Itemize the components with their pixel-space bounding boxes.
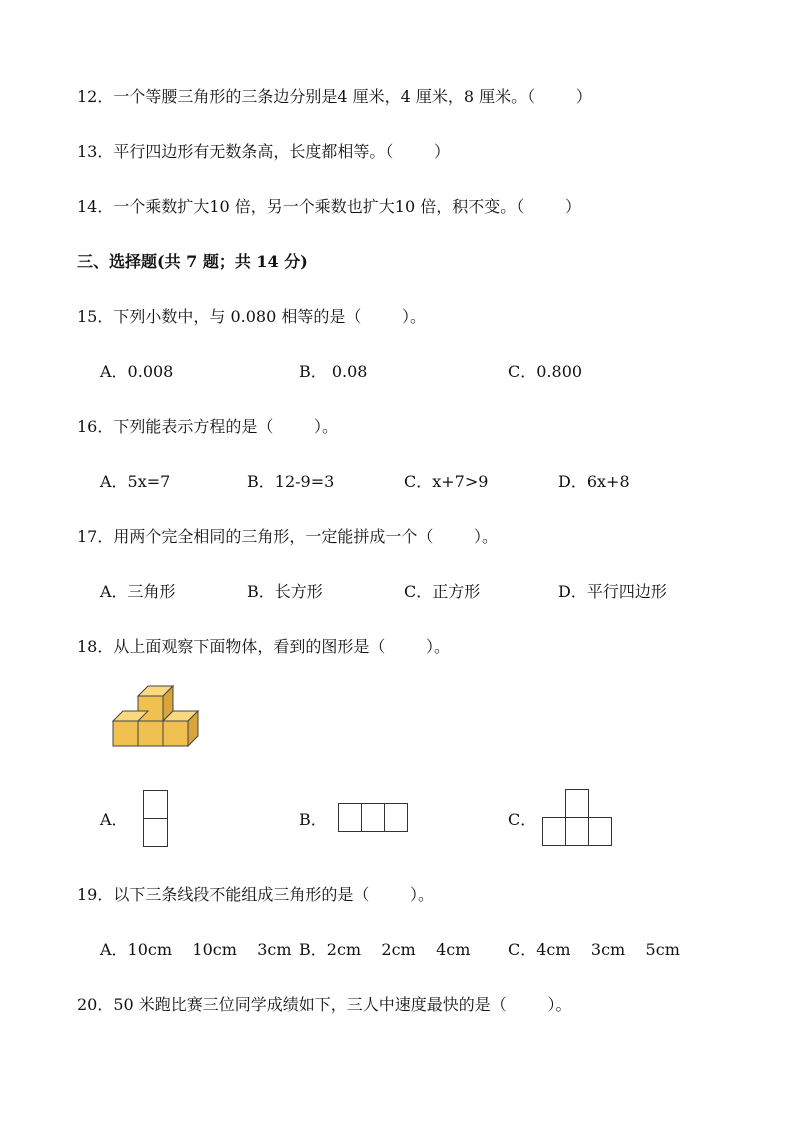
question-14: 14．一个乘数扩大10 倍，另一个乘数也扩大10 倍，积不变。（ ）: [77, 197, 581, 216]
section-heading-multiple-choice: 三、选择题(共 7 题；共 14 分): [77, 252, 308, 271]
q15-option-b: B． 0.08: [299, 362, 368, 381]
q18-option-b: B．: [299, 810, 327, 829]
q16-option-a: A．5x=7: [100, 472, 171, 491]
q18-option-c-figure: [542, 789, 614, 849]
q16-option-b: B．12-9=3: [247, 472, 335, 491]
q18-option-c: C．: [508, 810, 537, 829]
question-17-stem: 17．用两个完全相同的三角形，一定能拼成一个（ ）。: [77, 527, 499, 546]
q15-option-c: C．0.800: [508, 362, 583, 381]
q18-option-a-figure: [143, 790, 168, 848]
q18-option-a: A．: [100, 810, 128, 829]
q18-option-b-figure: [338, 803, 410, 833]
q17-option-c: C．正方形: [404, 582, 481, 601]
q19-option-b: B．2cm 2cm 4cm: [299, 940, 471, 959]
q15-option-a: A．0.008: [100, 362, 174, 381]
question-15-stem: 15．下列小数中，与 0.080 相等的是（ ）。: [77, 307, 427, 326]
question-16-stem: 16．下列能表示方程的是（ ）。: [77, 417, 339, 436]
q19-option-c: C．4cm 3cm 5cm: [508, 940, 680, 959]
q17-option-a: A．三角形: [100, 582, 176, 601]
q16-option-c: C．x+7>9: [404, 472, 489, 491]
stacked-cubes-figure: [110, 680, 205, 760]
question-13: 13．平行四边形有无数条高，长度都相等。（ ）: [77, 142, 451, 161]
bottom-left-front: [113, 721, 138, 746]
bottom-right-front: [163, 721, 188, 746]
question-12: 12．一个等腰三角形的三条边分别是4 厘米，4 厘米，8 厘米。（ ）: [77, 87, 592, 106]
q17-option-d: D．平行四边形: [558, 582, 667, 601]
bottom-middle-front: [138, 721, 163, 746]
question-18-stem: 18．从上面观察下面物体，看到的图形是（ ）。: [77, 637, 451, 656]
q16-option-d: D．6x+8: [558, 472, 630, 491]
q17-option-b: B．长方形: [247, 582, 323, 601]
question-20: 20．50 米跑比赛三位同学成绩如下，三人中速度最快的是（ ）。: [77, 995, 572, 1014]
cube-group: [113, 686, 198, 746]
q19-option-a: A．10cm 10cm 3cm: [100, 940, 292, 959]
question-19-stem: 19．以下三条线段不能组成三角形的是（ ）。: [77, 885, 435, 904]
